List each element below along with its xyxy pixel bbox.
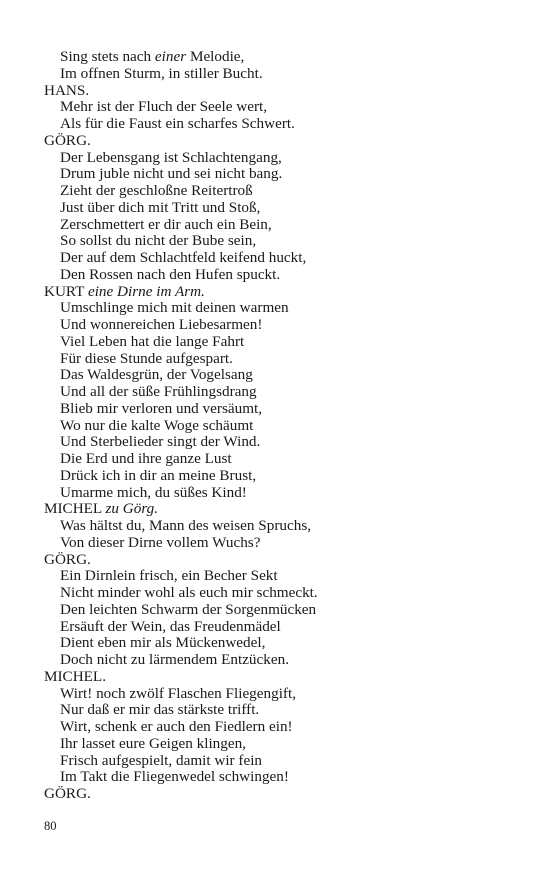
line-text: Das Waldesgrün, der Vogelsang <box>60 366 253 384</box>
verse-line <box>44 150 524 167</box>
line-text: Von dieser Dirne vollem Wuchs? <box>60 533 261 551</box>
verse-line <box>44 166 524 183</box>
line-text: Für diese Stunde aufgespart. <box>60 349 233 367</box>
verse-line <box>44 49 524 66</box>
line-text: HANS. <box>44 81 90 99</box>
verse-line <box>44 217 524 234</box>
verse-line <box>44 485 524 502</box>
verse-line <box>44 317 524 334</box>
play-text <box>44 49 524 803</box>
verse-line <box>44 384 524 401</box>
speaker-line <box>44 284 524 301</box>
line-text: Wirt, schenk er auch den Fiedlern ein! <box>60 718 293 735</box>
line-text: Den Rossen nach den Hufen spuckt. <box>60 265 281 283</box>
verse-line <box>44 652 524 669</box>
verse-line <box>44 736 524 753</box>
line-text: Ein Dirnlein frisch, ein Becher Sekt <box>60 567 278 585</box>
verse-line <box>44 686 524 703</box>
line-text: KURT <box>44 282 88 300</box>
verse-line <box>44 334 524 351</box>
line-text: Und all der süße Frühlingsdrang <box>60 383 257 400</box>
line-text: Nur daß er mir das stärkste trifft. <box>60 701 260 719</box>
verse-line <box>44 619 524 636</box>
stage-direction-text: zu Görg. <box>105 500 159 518</box>
line-text: GÖRG. <box>44 785 91 802</box>
line-text: Der auf dem Schlachtfeld keifend huckt, <box>60 249 307 266</box>
line-text: Als für die Faust ein scharfes Schwert. <box>60 115 295 132</box>
line-text: Was hältst du, Mann des weisen Spruchs, <box>60 517 312 534</box>
verse-line <box>44 267 524 284</box>
line-text: Wirt! noch zwölf Flaschen Fliegengift, <box>60 684 296 702</box>
line-text: Nicht minder wohl als euch mir schmeckt. <box>60 584 318 601</box>
stage-direction-text: einer <box>154 48 187 65</box>
line-text: Im Takt die Fliegenwedel schwingen! <box>60 768 289 786</box>
line-text: Der Lebensgang ist Schlachtengang, <box>60 148 282 166</box>
line-text: So sollst du nicht der Bube sein, <box>60 232 257 250</box>
verse-line <box>44 535 524 552</box>
verse-line <box>44 66 524 83</box>
line-text: Just über dich mit Tritt und Stoß, <box>60 198 261 216</box>
verse-line <box>44 351 524 368</box>
verse-line <box>44 116 524 133</box>
line-text: Im offnen Sturm, in stiller Bucht. <box>60 64 263 82</box>
line-text: MICHEL. <box>44 667 107 685</box>
line-text: Den leichten Schwarm der Sorgenmücken <box>60 600 317 618</box>
line-text: Ihr lasset eure Geigen klingen, <box>60 734 246 752</box>
line-text: Drum juble nicht und sei nicht bang. <box>60 165 283 183</box>
verse-line <box>44 367 524 384</box>
line-text: Umarme mich, du süßes Kind! <box>60 483 247 501</box>
line-text: Dient eben mir als Mückenwedel, <box>60 634 266 652</box>
speaker-line <box>44 133 524 150</box>
verse-line <box>44 518 524 535</box>
line-text: MICHEL <box>44 500 106 518</box>
verse-line <box>44 434 524 451</box>
verse-line <box>44 468 524 485</box>
verse-line <box>44 418 524 435</box>
verse-line <box>44 233 524 250</box>
verse-line <box>44 702 524 719</box>
speaker-line <box>44 669 524 686</box>
verse-line <box>44 451 524 468</box>
verse-line <box>44 300 524 317</box>
speaker-line <box>44 83 524 100</box>
line-text: Viel Leben hat die lange Fahrt <box>60 332 245 350</box>
line-text: Drück ich in dir an meine Brust, <box>60 466 257 484</box>
verse-line <box>44 183 524 200</box>
verse-line <box>44 401 524 418</box>
speaker-line <box>44 501 524 518</box>
verse-line <box>44 585 524 602</box>
verse-line <box>44 635 524 652</box>
line-text: Blieb mir verloren und versäumt, <box>60 399 263 417</box>
verse-line <box>44 200 524 217</box>
verse-line <box>44 753 524 770</box>
speaker-line <box>44 552 524 569</box>
verse-line <box>44 602 524 619</box>
line-text: GÖRG. <box>44 550 91 568</box>
stage-direction-text: eine Dirne im Arm. <box>87 282 205 300</box>
line-text: Zieht der geschloßne Reitertroß <box>60 182 253 199</box>
line-text: Umschlinge mich mit deinen warmen <box>60 299 289 317</box>
verse-line <box>44 250 524 267</box>
line-text: GÖRG. <box>44 131 91 149</box>
line-text: Frisch aufgespielt, damit wir fein <box>60 751 263 769</box>
line-text: Und Sterbelieder singt der Wind. <box>60 433 261 451</box>
line-text: Wo nur die kalte Woge schäumt <box>60 416 254 434</box>
verse-line <box>44 568 524 585</box>
line-text: Melodie, <box>186 48 245 65</box>
line-text: Sing stets nach <box>60 48 155 65</box>
line-text: Mehr ist der Fluch der Seele wert, <box>60 98 268 116</box>
line-text: Und wonnereichen Liebesarmen! <box>60 316 263 333</box>
verse-line <box>44 719 524 736</box>
line-text: Doch nicht zu lärmendem Entzücken. <box>60 651 289 668</box>
speaker-line <box>44 786 524 803</box>
line-text: Die Erd und ihre ganze Lust <box>60 450 232 467</box>
line-text: Zerschmettert er dir auch ein Bein, <box>60 215 272 233</box>
line-text: Ersäuft der Wein, das Freudenmädel <box>60 617 281 635</box>
verse-line <box>44 769 524 786</box>
verse-line <box>44 99 524 116</box>
page-number: 80 <box>44 819 57 833</box>
